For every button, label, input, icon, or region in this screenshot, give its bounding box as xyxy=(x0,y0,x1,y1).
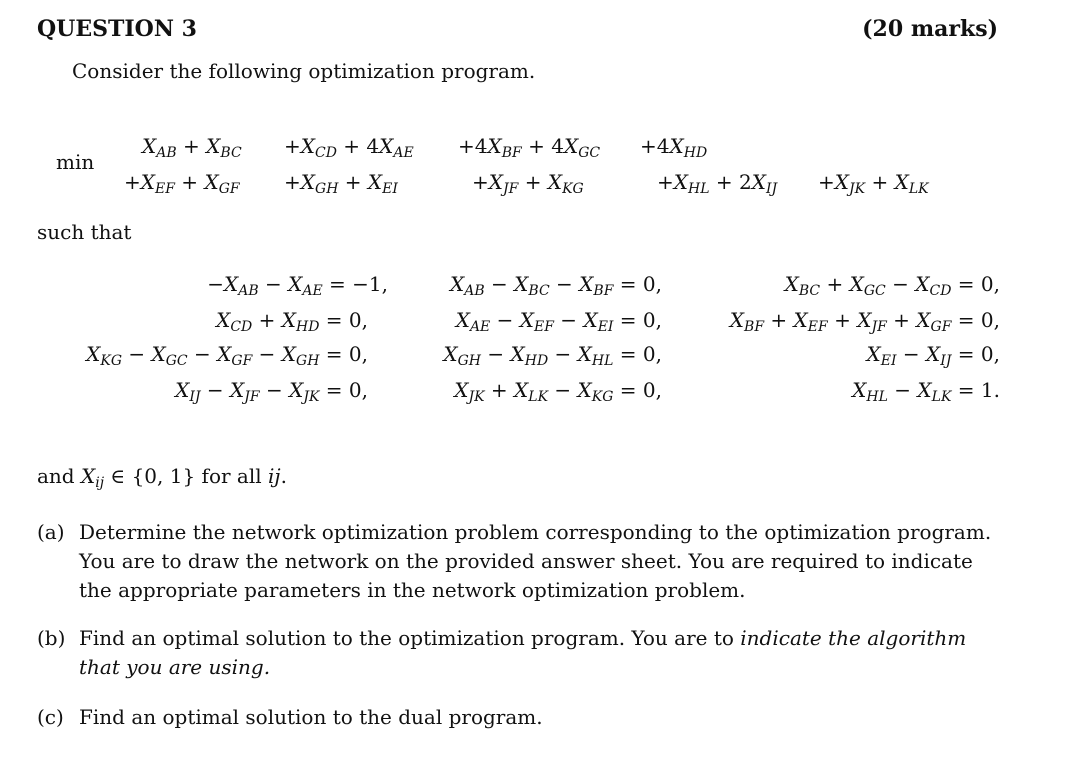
constraint: $X_{AB} - X_{BC} - X_{BF} = 0$, xyxy=(450,272,662,299)
objective-term: $+X_{GH} + X_{EI}$ xyxy=(284,170,398,197)
constraint: $X_{GH} - X_{HD} - X_{HL} = 0$, xyxy=(443,342,662,369)
part-a-label: (a) xyxy=(37,520,65,544)
constraint: $X_{CD} + X_{HD} = 0$, xyxy=(216,308,368,335)
constraint: $X_{BF} + X_{EF} + X_{JF} + X_{GF} = 0$, xyxy=(729,308,1000,335)
constraint: $-X_{AB} - X_{AE} = -1$, xyxy=(207,272,388,299)
objective-term: $+X_{JK} + X_{LK}$ xyxy=(818,170,929,197)
part-c-label: (c) xyxy=(37,705,64,729)
part-c-text: Find an optimal solution to the dual program. xyxy=(79,705,543,729)
part-b-plain: Find an optimal solution to the optimization program. You are to xyxy=(79,626,741,650)
part-a-text: Determine the network optimization problem corresponding to the optimization program. You are to draw the network on the provided answer sheet. You are required to indicate the appropriate parameters in the network optimization problem. xyxy=(79,520,992,602)
constraint: $X_{AE} - X_{EF} - X_{EI} = 0$, xyxy=(455,308,662,335)
constraint: $X_{KG} - X_{GC} - X_{GF} - X_{GH} = 0$, xyxy=(86,342,368,369)
intro-text: Consider the following optimization program. xyxy=(72,59,536,83)
such-that-label: such that xyxy=(37,220,132,244)
part-b-emphasis: indicate the algorithm that you are using. xyxy=(79,626,967,679)
constraint: $X_{JK} + X_{LK} - X_{KG} = 0$, xyxy=(454,378,662,405)
objective-term: $+X_{EF} + X_{GF}$ xyxy=(124,170,240,197)
constraint: $X_{BC} + X_{GC} - X_{CD} = 0$, xyxy=(784,272,1000,299)
objective-term: $+X_{HL} + 2X_{IJ}$ xyxy=(657,170,778,197)
objective-term: $X_{AB} + X_{BC}$ xyxy=(142,134,242,161)
question-title: QUESTION 3 xyxy=(37,16,197,42)
objective-label: min xyxy=(56,150,95,174)
part-a xyxy=(37,518,1007,608)
part-b-text xyxy=(79,624,1004,682)
constraint: $X_{EI} - X_{IJ} = 0$, xyxy=(866,342,1000,369)
domain-line: and $X_{ij}$ ∈ {0, 1} for all ij. xyxy=(37,464,287,491)
question-marks: (20 marks) xyxy=(862,16,998,42)
objective-term: $+X_{CD} + 4X_{AE}$ xyxy=(284,134,414,161)
objective-term: $+X_{JF} + X_{KG}$ xyxy=(472,170,584,197)
part-b xyxy=(37,624,1007,684)
objective-term: $+4X_{BF} + 4X_{GC}$ xyxy=(458,134,601,161)
part-c xyxy=(37,703,1007,733)
constraint: $X_{HL} - X_{LK} = 1$. xyxy=(852,378,1000,405)
constraint: $X_{IJ} - X_{JF} - X_{JK} = 0$, xyxy=(175,378,368,405)
part-b-label: (b) xyxy=(37,626,66,650)
objective-term: $+4X_{HD}$ xyxy=(640,134,708,161)
